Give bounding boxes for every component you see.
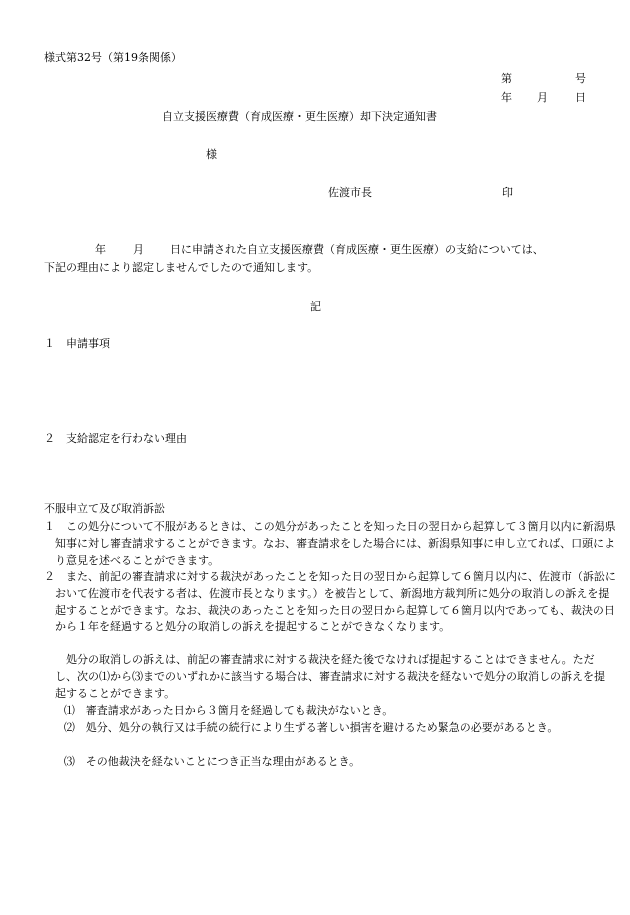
date-month: 月	[537, 91, 548, 104]
ki-heading: 記	[310, 300, 321, 313]
date-year: 年	[501, 91, 512, 104]
issuer: 佐渡市長	[328, 186, 372, 199]
document-title: 自立支援医療費（育成医療・更生医療）却下決定通知書	[162, 110, 437, 123]
appeal-sub-2: ⑵ 処分、処分の執行又は手続の続行により生ずる著しい損害を避けるため緊急の必要があるとき。	[63, 721, 559, 734]
addressee-suffix: 様	[206, 148, 217, 161]
number-suffix: 号	[575, 72, 586, 85]
date-day: 日	[575, 91, 586, 104]
appeal-heading: 不服申立て及び取消訴訟	[44, 502, 165, 515]
appeal-sub-3: ⑶ その他裁決を経ないことにつき正当な理由があるとき。	[63, 755, 361, 768]
form-number: 様式第32号（第19条関係）	[44, 51, 182, 64]
appeal-item-1: １ この処分について不服があるときは、この処分があったことを知った日の翌日から起算して３箇月以内に新潟県知事に対し審査請求することができます。なお、審査請求をした場合には、新潟県知事に申し立てれば、口頭により意見を述べることができます。	[44, 520, 616, 567]
appeal-item-2-paragraph: 処分の取消しの訴えは、前記の審査請求に対する裁決を経た後でなければ提起することはできません。ただし、次の⑴から⑶までのいずれかに該当する場合は、審査請求に対する裁決を経ないで処分の取消しの訴えを提起することができます。	[55, 653, 605, 700]
section-1-heading: １ 申請事項	[44, 337, 110, 350]
appeal-sub-1: ⑴ 審査請求があった日から３箇月を経過しても裁決がないとき。	[63, 704, 394, 717]
intro-year: 年	[95, 243, 106, 256]
intro-line1: 日に申請された自立支援医療費（育成医療・更生医療）の支給については、	[170, 243, 544, 256]
appeal-item-2: ２ また、前記の審査請求に対する裁決があったことを知った日の翌日から起算して６箇月以内に、佐渡市（訴訟において佐渡市を代表する者は、佐渡市長となります。）を被告として、新潟地方裁判所に処分の取消しの訴えを提起することができます。なお、裁決のあったことを知った日の翌日から起算して６箇月以内であっても、裁決の日から１年を経過すると処分の取消しの訴えを提起することができなくなります。	[44, 570, 616, 634]
section-2-heading: ２ 支給認定を行わない理由	[44, 432, 187, 445]
seal-mark: 印	[502, 186, 513, 199]
intro-line2: 下記の理由により認定しませんでしたので通知します。	[44, 261, 319, 274]
number-prefix: 第	[501, 72, 512, 85]
intro-month: 月	[133, 243, 144, 256]
